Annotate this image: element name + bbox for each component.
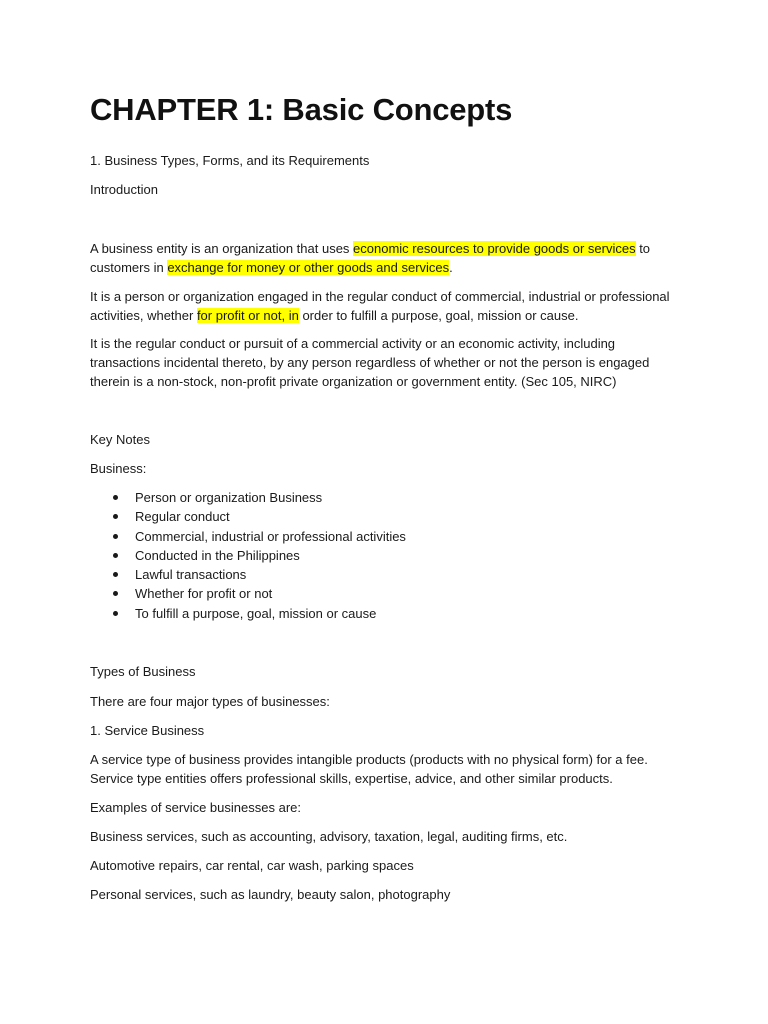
bullet-icon: [113, 591, 118, 596]
types-intro: There are four major types of businesses:: [90, 694, 330, 709]
list-item-text: Commercial, industrial or professional activities: [135, 528, 406, 544]
bullet-icon: [113, 572, 118, 577]
paragraph-text: order to fulfill a purpose, goal, mission or cause.: [298, 308, 579, 323]
highlighted-text: exchange for money or other goods and services: [167, 260, 450, 275]
highlighted-text: economic resources to provide goods or services: [353, 241, 636, 256]
service-business-heading: 1. Service Business: [90, 723, 205, 738]
list-item-text: Conducted in the Philippines: [135, 547, 300, 563]
list-item-text: Person or organization Business: [135, 490, 323, 505]
list-item: [90, 527, 406, 546]
list-item: [90, 507, 406, 526]
example-business-services: Business services, such as accounting, advisory, taxation, legal, auditing firms, etc.: [90, 829, 568, 844]
paragraph-text: A business entity is an organization that uses: [90, 241, 354, 256]
key-notes-label: Key Notes: [90, 432, 150, 447]
chapter-title: CHAPTER 1: Basic Concepts: [90, 92, 513, 127]
example-personal-services: Personal services, such as laundry, beauty salon, photography: [90, 887, 451, 902]
introduction-label: Introduction: [90, 182, 158, 197]
types-of-business-label: Types of Business: [90, 664, 196, 679]
regular-conduct-paragraph: It is the regular conduct or pursuit of a commercial activity or an economic activity, including transactions incidental thereto, by any person regardless of whether or not the person is engaged therein is a non-stock, non-profit private organization or government entity. (Sec 105, NIRC): [90, 336, 650, 389]
bullet-icon: [113, 534, 118, 539]
list-item: [90, 584, 406, 603]
list-item: [90, 546, 406, 565]
person-organization-paragraph: [90, 287, 670, 325]
list-item: [90, 488, 406, 507]
business-label: Business:: [90, 461, 147, 476]
business-key-notes-list: [90, 488, 406, 623]
list-item-text: Lawful transactions: [135, 567, 247, 583]
service-business-description: A service type of business provides intangible products (products with no physical form) for a fee. Service type entities offers professional skills, expertise, advice, and other similar products.: [90, 752, 648, 786]
bullet-icon: [113, 514, 118, 519]
section-heading: 1. Business Types, Forms, and its Requirements: [90, 153, 370, 168]
business-entity-paragraph: [90, 239, 670, 277]
paragraph-text: It is a person or organization engaged in the regular conduct of commercial, industrial or professional activities, whether: [90, 289, 670, 323]
list-item-text: To fulfill a purpose, goal, mission or cause: [135, 605, 377, 621]
highlighted-text: for profit or not, in: [196, 308, 299, 323]
list-item: [90, 604, 406, 623]
list-item: [90, 565, 406, 584]
bullet-icon: [113, 495, 118, 500]
example-automotive: Automotive repairs, car rental, car wash, parking spaces: [90, 858, 414, 873]
examples-label: Examples of service businesses are:: [90, 800, 301, 815]
paragraph-text: to customers in: [90, 241, 651, 275]
list-item-text: Whether for profit or not: [135, 586, 273, 602]
paragraph-text: .: [449, 260, 453, 275]
list-item-text: Regular conduct: [135, 509, 230, 525]
bullet-icon: [113, 553, 118, 558]
bullet-icon: [113, 611, 118, 616]
